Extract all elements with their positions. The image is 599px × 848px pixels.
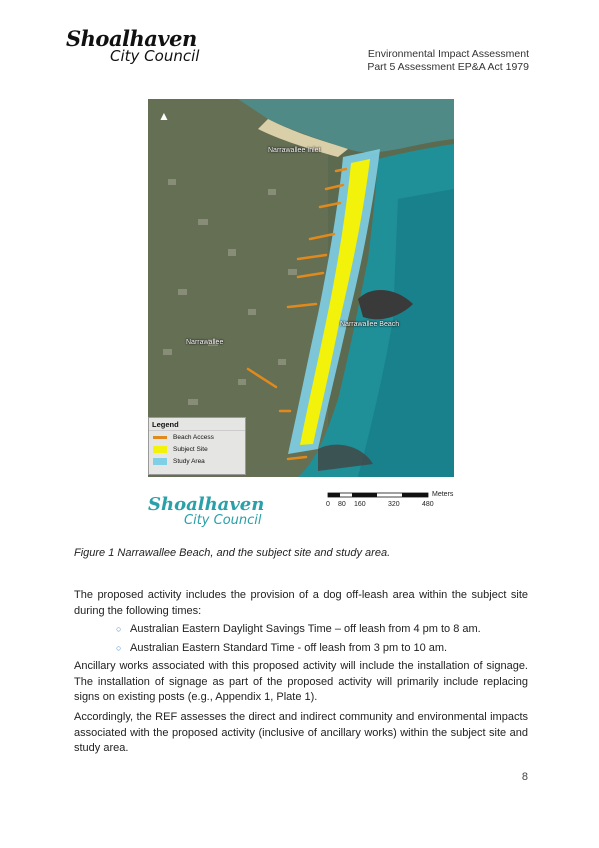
legend-title: Legend [149, 418, 245, 431]
legend-item [149, 455, 245, 467]
list-item [116, 641, 448, 656]
logo-sub-text: City Council [110, 47, 200, 65]
figure-caption: Figure 1 Narrawallee Beach, and the subject site and study area. [74, 547, 391, 559]
map-label-beach: Narrawallee Beach [340, 321, 400, 328]
bullet-icon: ○ [116, 624, 122, 634]
scale-unit: Meters [432, 491, 454, 498]
bullet-text: Australian Eastern Daylight Savings Time – off leash from 4 pm to 8 am. [130, 623, 481, 635]
document-header [367, 48, 529, 74]
scale-tick: 0 [326, 501, 330, 508]
map-label-town: Narrawallee [186, 339, 224, 346]
shoalhaven-logo-map [148, 496, 288, 536]
scale-bar [324, 490, 464, 514]
scale-tick: 160 [354, 501, 366, 508]
page-number: 8 [521, 771, 528, 783]
north-arrow-icon: ▲ [158, 109, 170, 123]
document-title: Environmental Impact Assessment [367, 48, 529, 60]
legend-label: Study Area [173, 457, 205, 465]
legend-item [149, 443, 245, 455]
legend-swatch-subject-site [153, 446, 167, 453]
legend-swatch-beach-access [153, 436, 167, 439]
legend-item [149, 431, 245, 443]
logo-sub-text: City Council [184, 513, 262, 528]
paragraph-intro: The proposed activity includes the provision of a dog off-leash area within the subject site during the following times: [74, 589, 528, 617]
bullet-text: Australian Eastern Standard Time - off leash from 3 pm to 10 am. [130, 642, 448, 654]
paragraph-assessment: Accordingly, the REF assesses the direct and indirect community and environmental impacts associated with the proposed activity (inclusive of ancillary works) within the subject site and study area. [74, 711, 528, 754]
scale-tick: 80 [338, 501, 346, 508]
map-legend [148, 417, 246, 475]
bullet-icon: ○ [116, 643, 122, 653]
paragraph-ancillary: Ancillary works associated with this proposed activity will include the installation of signage. The installation of signage as part of the proposed activity will primarily include replacing signs on existing posts (e.g., Appendix 1, Plate 1). [74, 660, 528, 703]
logo-brand-text: Shoalhaven [148, 494, 265, 515]
logo-brand-text: Shoalhaven [66, 26, 197, 51]
legend-label: Beach Access [173, 433, 214, 441]
legend-label: Subject Site [173, 445, 208, 453]
map-figure [148, 99, 454, 477]
document-subtitle: Part 5 Assessment EP&A Act 1979 [367, 61, 529, 73]
list-item [116, 622, 481, 637]
shoalhaven-logo [66, 28, 216, 70]
legend-swatch-study-area [153, 458, 167, 465]
map-label-inlet: Narrawallee Inlet [268, 147, 321, 154]
scale-tick: 480 [422, 501, 434, 508]
scale-tick: 320 [388, 501, 400, 508]
